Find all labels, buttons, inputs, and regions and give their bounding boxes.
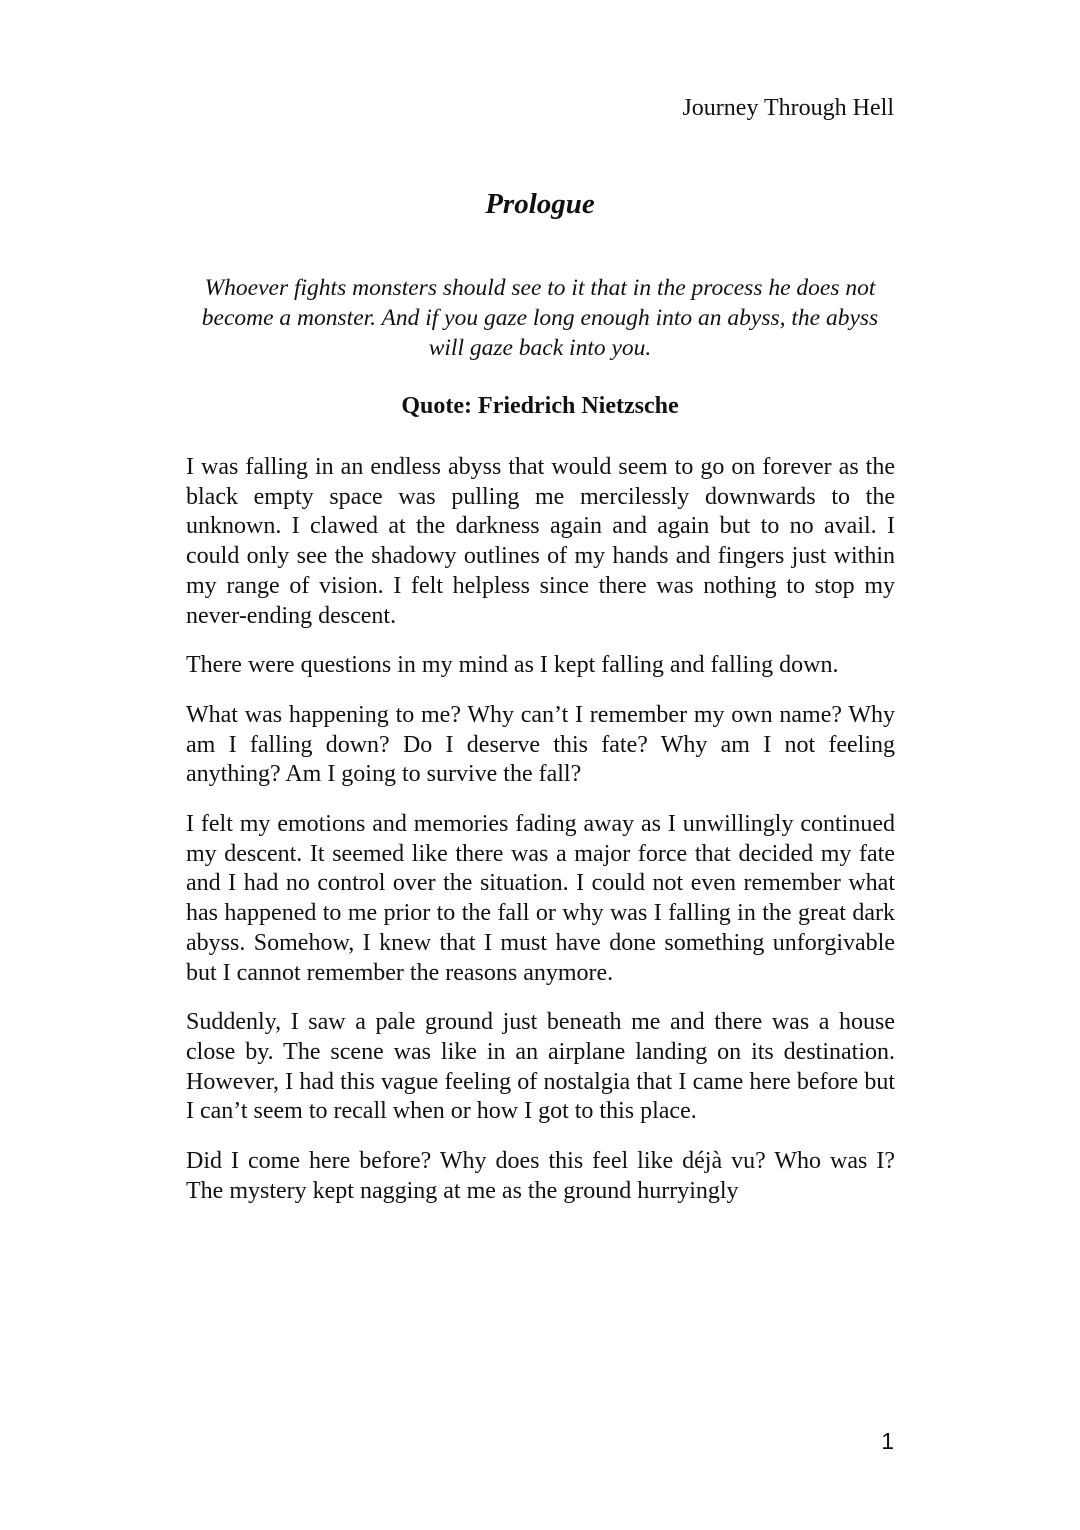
body-paragraph: What was happening to me? Why can’t I remember my own name? Why am I falling down? Do I deserve this fate? Why am I not feeling anything? Am I going to survive the fall? [186,701,895,788]
body-paragraph: I felt my emotions and memories fading away as I unwillingly continued my descent. It seemed like there was a major force that decided my fate and I had no control over the situation. I could not even remember what has happened to me prior to the fall or why was I falling in the great dark abyss. Somehow, I knew that I must have done something unforgivable but I cannot remember the reasons anymore. [186,811,895,986]
page-number: 1 [881,1428,894,1454]
body-paragraph: There were questions in my mind as I kept falling and falling down. [186,652,839,679]
running-header-title: Journey Through Hell [682,95,894,121]
epigraph-attribution: Quote: Friedrich Nietzsche [401,393,679,419]
chapter-title: Prologue [485,188,595,220]
body-text [186,453,895,1226]
body-paragraph: Suddenly, I saw a pale ground just beneath me and there was a house close by. The scene was like in an airplane landing on its destination. However, I had this vague feeling of nostalgia that I came here before but I can’t seem to recall when or how I got to this place. [186,1009,895,1125]
epigraph-quote: Whoever fights monsters should see to it that in the process he does not become a monster. And if you gaze long enough into an abyss, the abyss will gaze back into you. [201,275,879,361]
body-paragraph: I was falling in an endless abyss that would seem to go on forever as the black empty space was pulling me mercilessly downwards to the unknown. I clawed at the darkness again and again but to no avail. I could only see the shadowy outlines of my hands and fingers just within my range of vision. I felt helpless since there was nothing to stop my never-ending descent. [186,454,895,629]
body-paragraph: Did I come here before? Why does this feel like déjà vu? Who was I? The mystery kept nagging at me as the ground hurryingly [186,1148,895,1204]
